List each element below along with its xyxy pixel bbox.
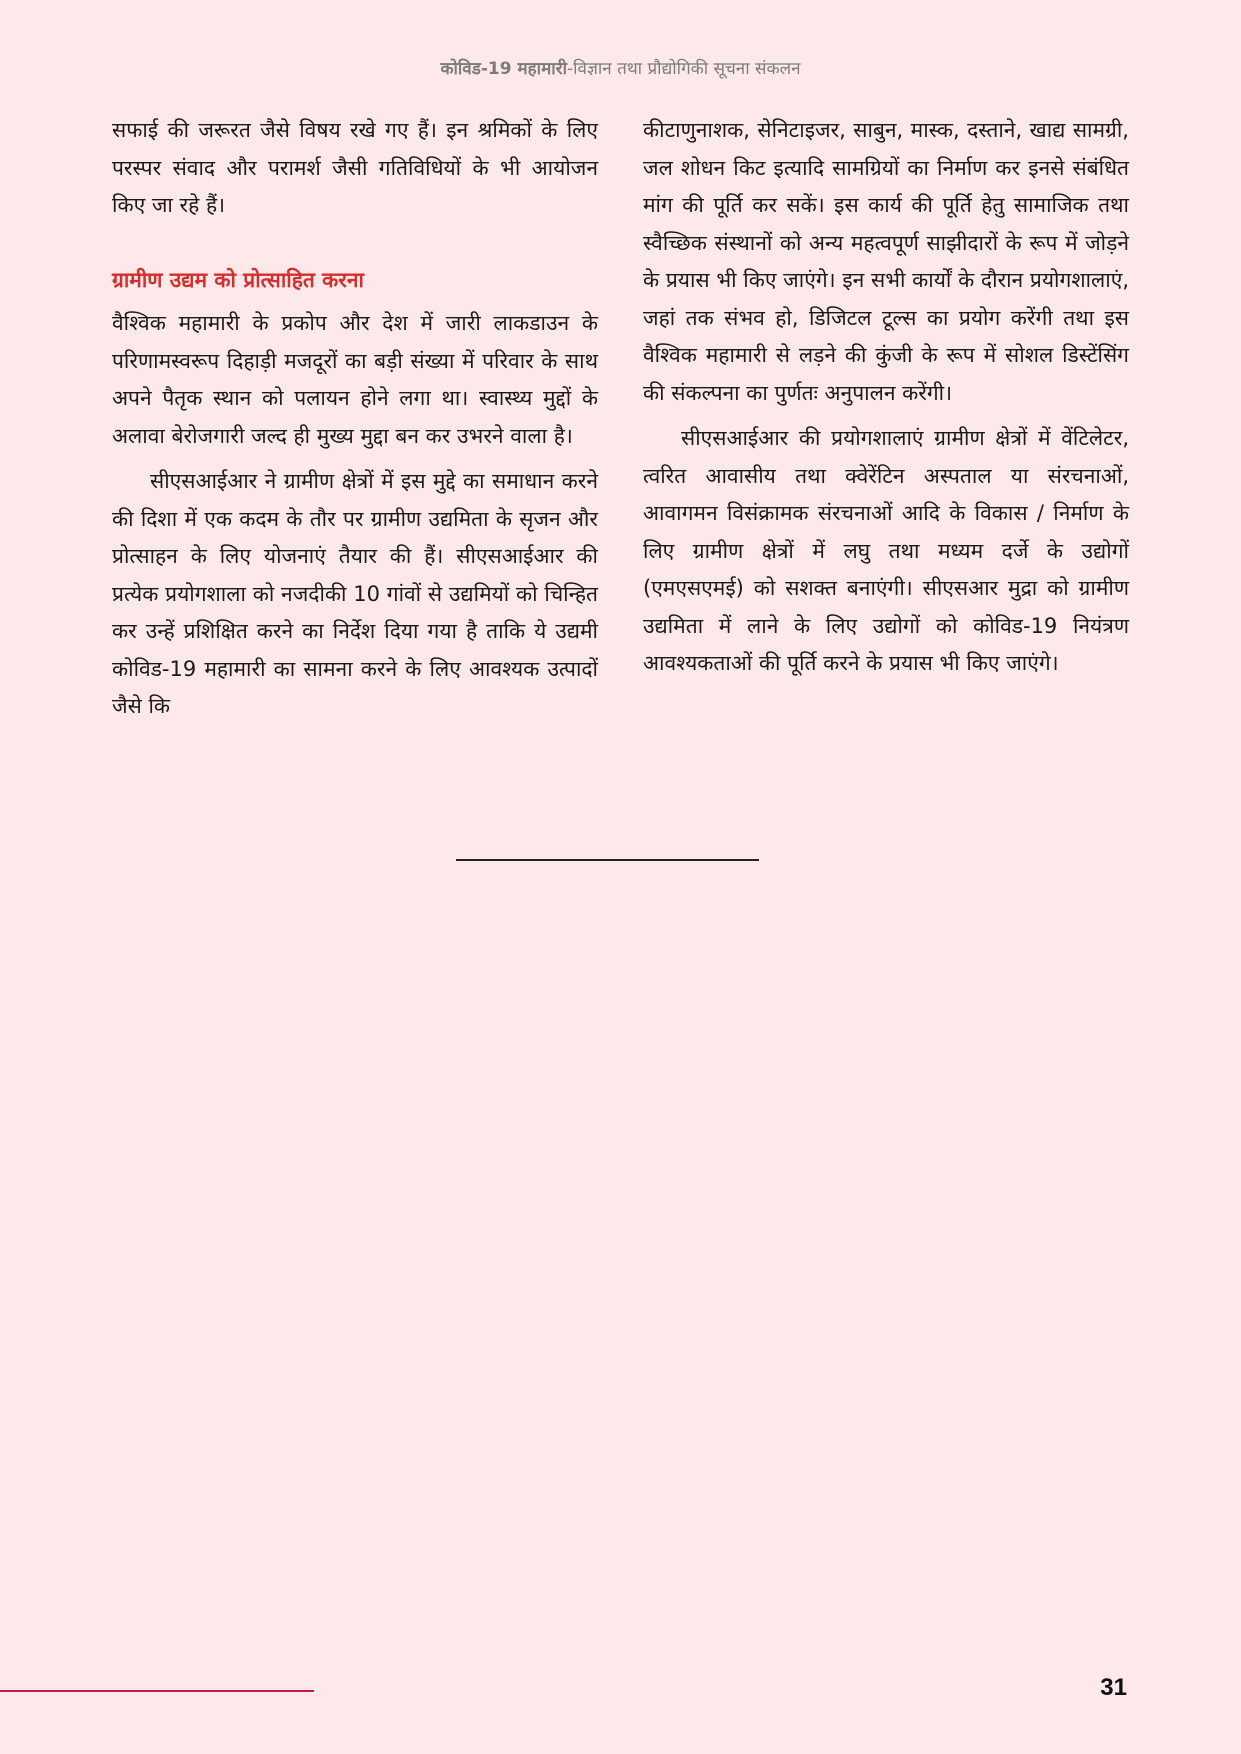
running-header	[0, 56, 1241, 79]
running-header-bold: कोविड-19 महामारी	[440, 59, 567, 79]
left-paragraph-1: सफाई की जरूरत जैसे विषय रखे गए हैं। इन श्रमिकों के लिए परस्पर संवाद और परामर्श जैसी गतिविधियों के भी आयोजन किए जा रहे हैं।	[112, 118, 598, 217]
section-heading: ग्रामीण उद्यम को प्रोत्साहित करना	[112, 267, 364, 292]
section-end-divider	[456, 859, 759, 861]
running-header-subtitle: -विज्ञान तथा प्रौद्योगिकी सूचना संकलन	[567, 59, 801, 79]
left-paragraph-2: वैश्विक महामारी के प्रकोप और देश में जारी लाकडाउन के परिणामस्वरूप दिहाड़ी मजदूरों का बड़ी संख्या में परिवार के साथ अपने पैतृक स्थान को पलायन होने लगा था। स्वास्थ्य मुद्दों के अलावा बेरोजगारी जल्द ही मुख्य मुद्दा बन कर उभरने वाला है।	[112, 311, 598, 448]
footer-divider	[0, 1690, 314, 1692]
right-column	[643, 112, 1129, 691]
left-paragraph-3: सीएसआईआर ने ग्रामीण क्षेत्रों में इस मुद्दे का समाधान करने की दिशा में एक कदम के तौर पर ग्रामीण उद्यमिता के सृजन और प्रोत्साहन के लिए योजनाएं तैयार की हैं। सीएसआईआर की प्रत्येक प्रयोगशाला को नजदीकी 10 गांवों से उद्यमियों को चिन्हित कर उन्हें प्रशिक्षित करने का निर्देश दिया गया है ताकि ये उद्यमी कोविड-19 महामारी का सामना करने के लिए आवश्यक उत्पादों जैसे कि	[112, 469, 598, 718]
left-column	[112, 112, 598, 734]
right-paragraph-1: कीटाणुनाशक, सेनिटाइजर, साबुन, मास्क, दस्ताने, खाद्य सामग्री, जल शोधन किट इत्यादि सामग्रियों का निर्माण कर इनसे संबंधित मांग की पूर्ति कर सकें। इस कार्य की पूर्ति हेतु सामाजिक तथा स्वैच्छिक संस्थानों को अन्य महत्वपूर्ण साझीदारों के रूप में जोड़ने के प्रयास भी किए जाएंगे। इन सभी कार्यों के दौरान प्रयोगशालाएं, जहां तक संभव हो, डिजिटल टूल्स का प्रयोग करेंगी तथा इस वैश्विक महामारी से लड़ने की कुंजी के रूप में सोशल डिस्टेंसिंग की संकल्पना का पुर्णतः अनुपालन करेंगी।	[643, 118, 1129, 405]
right-paragraph-2: सीएसआईआर की प्रयोगशालाएं ग्रामीण क्षेत्रों में वेंटिलेटर, त्वरित आवासीय तथा क्वेरेंटिन अस्पताल या संरचनाओं, आवागमन विसंक्रामक संरचनाओं आदि के विकास / निर्माण के लिए ग्रामीण क्षेत्रों में लघु तथा मध्यम दर्जे के उद्योगों (एमएसएमई) को सशक्त बनाएंगी। सीएसआर मुद्रा को ग्रामीण उद्यमिता में लाने के लिए उद्योगों को कोविड-19 नियंत्रण आवश्यकताओं की पूर्ति करने के प्रयास भी किए जाएंगे।	[643, 426, 1129, 675]
page-number: 31	[1100, 1674, 1127, 1701]
